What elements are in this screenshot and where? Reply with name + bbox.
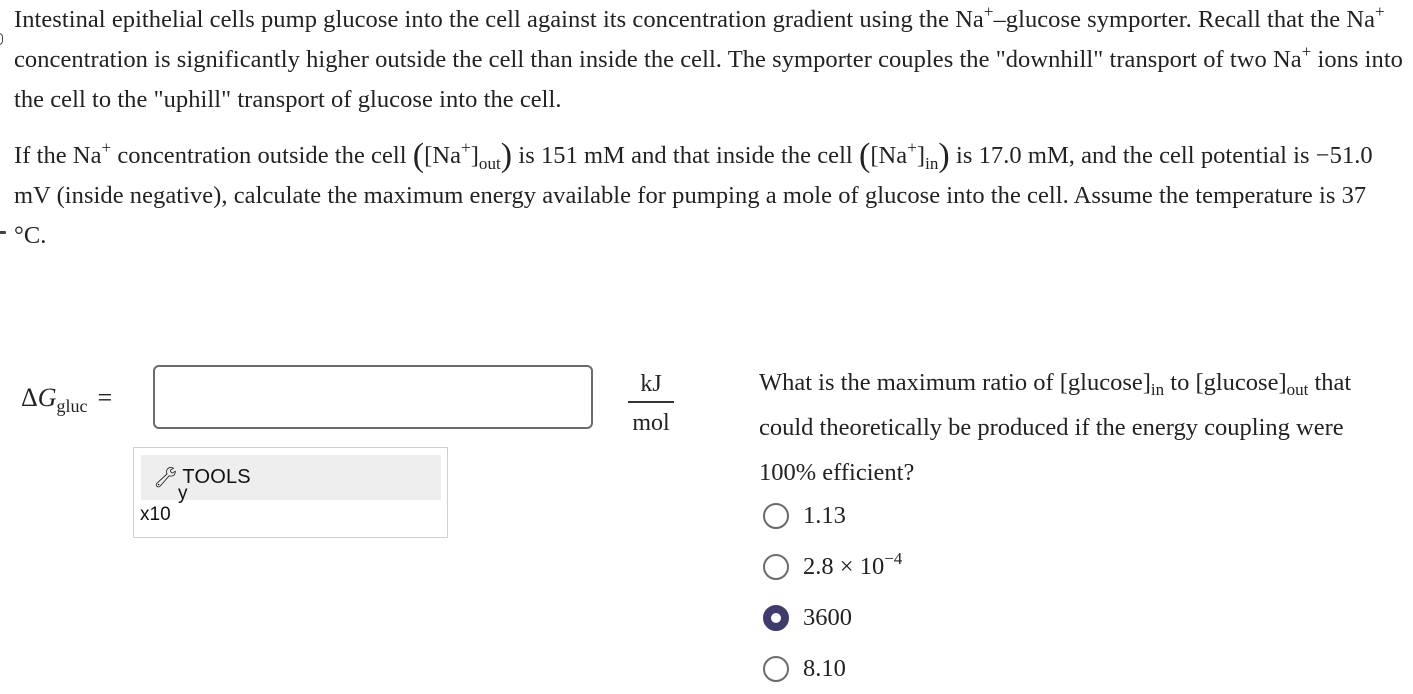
option-label: 8.10 [803,654,846,682]
problem-paragraph-2: If the Na+ concentration outside the cell $([Na^+]_{out})$ is 151 mM and that inside the cell $([Na^+]_{in})$ is 17.0 mM, and the cell potential is −51.0 mV (inside negative), calculate the maximum energy available for pumping a mole of glucose into the cell. Assume the temperature is 37 °C. [14,137,1373,249]
radio-button[interactable] [763,503,789,529]
tools-panel [133,447,448,538]
scroll-edge-marker [0,231,6,234]
option-label: 1.13 [803,501,846,529]
radio-button[interactable] [763,554,789,580]
option-4[interactable] [763,643,902,694]
fraction-bar [628,401,674,403]
scroll-edge-marker [0,33,3,45]
answer-options [763,490,902,694]
x10-button[interactable]: x10 [140,504,171,525]
radio-button[interactable] [763,656,789,682]
unit-fraction [624,368,678,439]
wrench-icon: 🔧︎ [153,467,179,489]
option-3[interactable] [763,592,902,643]
unit-numerator: kJ [640,371,662,397]
option-label: $2.8 \times 10^{-4}$ [803,548,903,580]
delta-g-label: $\Delta G_{gluc}$ = [21,383,113,416]
option-1[interactable] [763,490,902,541]
option-label: 3600 [803,603,852,631]
tools-sub-y: y [178,483,188,504]
unit-denominator: mol [632,409,670,436]
problem-paragraph-1: Intestinal epithelial cells pump glucose into the cell against its concentration gradient using the Na+–glucose symporter. Recall that the Na+ concentration is significantly higher outside the cell than inside the cell. The symporter couples the "downhill" transport of two Na+ ions into the cell to the "uphill" transport of glucose into the cell. [14,1,1403,113]
answer-input-box[interactable] [153,365,593,429]
tools-label: TOOLS [182,466,251,488]
option-2[interactable] [763,541,902,592]
follow-up-question: What is the maximum ratio of $[glucose]_{in}$ to $[glucose]_{out}$ that could theoretically be produced if the energy coupling were 100% efficient? [759,369,1352,486]
tools-button[interactable] [141,455,441,504]
delta-g-input[interactable] [155,367,591,427]
radio-button-selected[interactable] [763,605,789,631]
